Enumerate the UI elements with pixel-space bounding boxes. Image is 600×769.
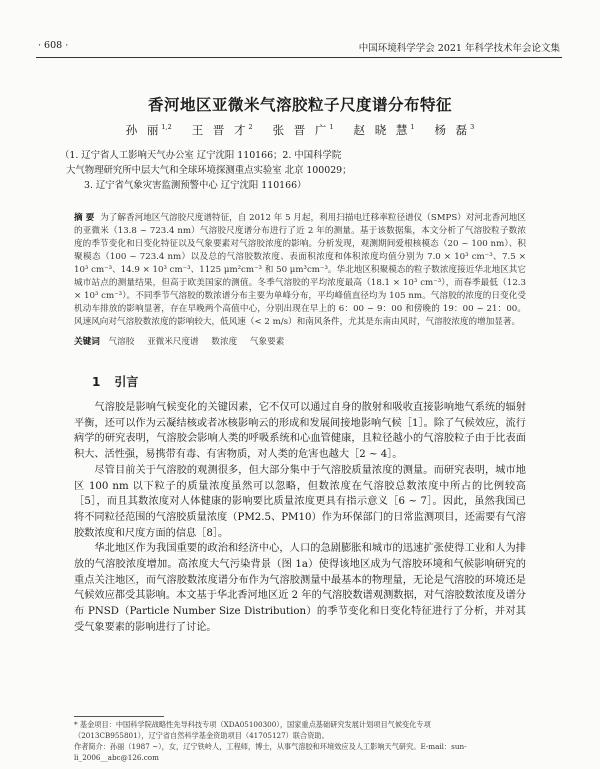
affiliations — [60, 148, 540, 193]
footnote-line: 作者简介：孙丽（1987 ~），女，辽宁铁岭人，工程师，博士，从事气溶胶和环境效应及人工影响天气研究。E-mail：sun- — [74, 742, 467, 751]
keyword: 数浓度 — [211, 337, 238, 347]
journal-name: 中国环境科学学会 2021 年科学技术年会论文集 — [358, 43, 560, 54]
author: 赵 晓 慧$^1$ — [353, 123, 415, 137]
paragraph: 气溶胶是影响气候变化的关键因素，它不仅可以通过自身的散射和吸收直接影响地气系统的辐射平衡，还可以作为云凝结核或者冰核影响云的形成和发展间接地影响气候［1］。除了气候效应，流行病学的研究表明，气溶胶会影响人类的呼吸系统和心血管健康，且粒径越小的气溶胶粒子由于比表面积大、活性强，易携带有毒、有害物质，对人类的危害也越大［2 ~ 4］。 — [74, 402, 526, 461]
running-header — [38, 40, 560, 54]
abstract — [74, 212, 526, 329]
section-number: 1 — [92, 375, 101, 389]
footnote-line: （2013CB955801），辽宁省自然科学基金资助项目（41705127）联合资助。 — [74, 731, 329, 740]
paper-title: 香河地区亚微米气溶胶粒子尺度谱分布特征 — [147, 96, 452, 114]
affiliation-line: 3. 辽宁省气象灾害监测预警中心 辽宁沈阳 110166） — [84, 180, 307, 191]
keywords — [74, 335, 526, 347]
affiliation-line: 大气物理研究所中层大气和全球环境探测重点实验室 北京 100029； — [66, 165, 352, 176]
header-rule — [36, 57, 562, 58]
abstract-label: 摘 要 — [74, 213, 95, 223]
section-heading — [92, 373, 138, 390]
keyword: 亚微米尺度谱 — [147, 337, 199, 347]
footnote-line: li_2006__abc@126.com — [74, 753, 159, 762]
keyword: 气象要素 — [249, 337, 285, 347]
footnote-rule — [74, 716, 164, 717]
section-title: 引言 — [114, 375, 139, 389]
affiliation-line: （1. 辽宁省人工影响天气办公室 辽宁沈阳 110166；2. 中国科学院 — [60, 150, 342, 161]
body-text — [74, 400, 526, 636]
paragraph: 华北地区作为我国重要的政治和经济中心，人口的急剧膨胀和城市的迅速扩张使得工业和人为排放的气溶胶浓度增加。高浓度大气污染背景（图 1a）使得该地区成为气溶胶环境和气候影响研究的重点关注地区，而气溶胶数浓度谱分布作为气溶胶测量中最基本的物理量，无论是气溶胶的环境还是气候效应都受其影响。本文基于华北香河地区近 2 年的气溶胶数谱观测数据，对气溶胶数浓度及谱分布 PNSD（Particle Number Size Distribution）的季节变化和日变化特征进行了分析，并对其受气象要素的影响进行了讨论。 — [74, 543, 526, 633]
keyword: 气溶胶 — [108, 337, 135, 347]
abstract-text: 为了解香河地区气溶胶尺度谱特征，自 2012 年 5 月起，利用扫描电迁移率粒径谱仪（SMPS）对河北香河地区的亚微米（13.8 ~ 723.4 nm）气溶胶尺度谱分布进行了近 2 年的测量。基于该数据集，本文分析了气溶胶粒子数浓度的季节变化和日变化特征以及气象要素对气溶胶浓度的影响。分析发现，观测期间爱根核模态（20 ~ 100 nm）、积聚模态（100 ~ 723.4 nm）以及总的气溶胶数浓度、表面积浓度和体积浓度均值分别为 7.0 × 10³ cm⁻³、7.5 × 10³ cm⁻³、14.9 × 10³ cm⁻³、1125 μm²cm⁻³ 和 50 μm³cm⁻³。华北地区积聚模态的粒子数浓度接近华北地区其它城市站点的测量结果，但高于欧美国家的测值。冬季气溶胶的平均浓度最高（18.1 × 10³ cm⁻³），而春季最低（12.3 × 10³ cm⁻³）。不同季节气溶胶的数浓谱分布主要为单峰分布，平均峰值直径均为 105 nm。气溶胶的浓度的日变化受机动车排放的影响显著，存在早晚两个高值中心，分别出现在早上的 6：00 ~ 9：00 和傍晚的 19：00 ~ 21：00。风速风向对气溶胶数浓度的影响较大，低风速（< 2 m/s）和南风条件，尤其是东南由风时，气溶胶浓度的增加显著。 — [74, 213, 526, 327]
keywords-label: 关键词 — [74, 337, 100, 347]
author: 王 晋 才$^2$ — [191, 123, 253, 137]
author: 张 晋 广$^1$ — [272, 123, 334, 137]
author: 孙 丽$^{1,2}$ — [125, 123, 172, 137]
footnote-line: * 基金项目：中国科学院战略性先导科技专项（XDA05100300），国家重点基础研究发展计划项目气候变化专项 — [74, 720, 431, 729]
paragraph: 尽管目前关于气溶胶的观测很多，但大部分集中于气溶胶质量浓度的测量。而研究表明，城市地区 100 nm 以下粒子的质量浓度虽然可以忽略，但数浓度在气溶胶总数浓度中所占的比例较高［5］，而且其数浓度对人体健康的影响要比质量浓度更具有指示意义［6 ~ 7］。因此，虽然我国已将不同粒径范围的气溶胶质量浓度（PM2.5、PM10）作为环保部门的日常监测项目，还需要有气溶胶数浓度和尺度方面的信息［8］。 — [74, 464, 526, 539]
author: 杨 磊$^3$ — [434, 123, 475, 137]
footnotes — [74, 719, 526, 763]
author-list — [0, 122, 600, 138]
page-number: · 608 · — [38, 40, 69, 51]
